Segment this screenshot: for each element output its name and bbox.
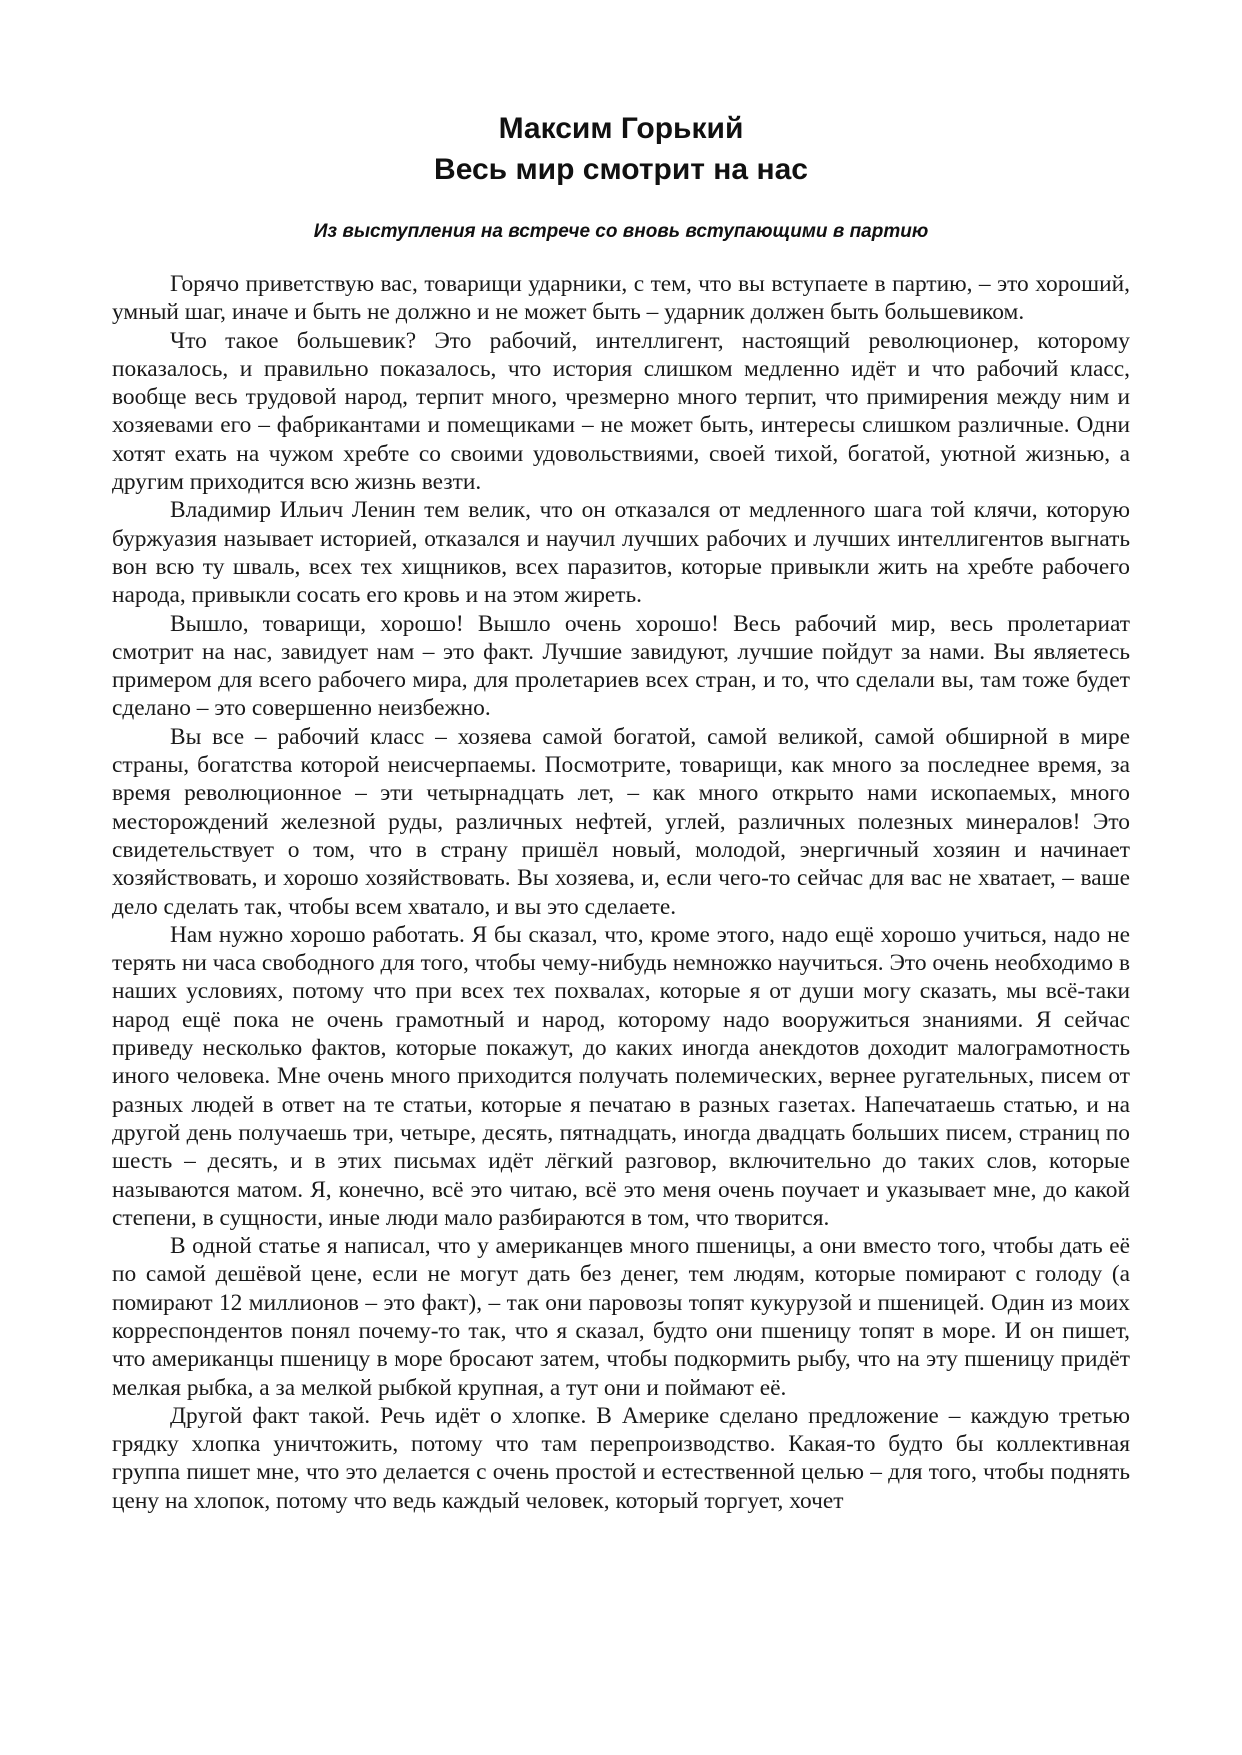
paragraph: Вы все – рабочий класс – хозяева самой богатой, самой великой, самой обширной в мире страны, богатства которой неисчерпаемы. Посмотрите, товарищи, как много за последнее время, за время революционное – эти четырнадцать лет, – как много открыто нами ископаемых, много месторождений железной руды, различных нефтей, углей, различных полезных минералов! Это свидетельствует о том, что в страну пришёл новый, молодой, энергичный хозяин и начинает хозяйствовать, и хорошо хозяйствовать. Вы хозяева, и, если чего-то сейчас для вас не хватает, – ваше дело сделать так, чтобы всем хватало, и вы это сделаете. xyxy=(112,723,1130,920)
document-page xyxy=(112,108,1130,1515)
paragraph: Нам нужно хорошо работать. Я бы сказал, что, кроме этого, надо ещё хорошо учиться, надо не терять ни часа свободного для того, чтобы чему-нибудь немножко научиться. Это очень необходимо в наших условиях, потому что при всех тех похвалах, которые я от души могу сказать, мы всё-таки народ ещё пока не очень грамотный и народ, которому надо вооружиться знаниями. Я сейчас приведу несколько фактов, которые покажут, до каких иногда анекдотов доходит малограмотность иного человека. Мне очень много приходится получать полемических, вернее ругательных, писем от разных людей в ответ на те статьи, которые я печатаю в разных газетах. Напечатаешь статью, и на другой день получаешь три, четыре, десять, пятнадцать, иногда двадцать больших писем, страниц по шесть – десять, и в этих письмах идёт лёгкий разговор, включительно до таких слов, которые называются матом. Я, конечно, всё это читаю, всё это меня очень поучает и указывает мне, до какой степени, в сущности, иные люди мало разбираются в том, что творится. xyxy=(112,921,1130,1231)
author-name: Максим Горький xyxy=(498,112,744,145)
paragraph: Горячо приветствую вас, товарищи ударники, с тем, что вы вступаете в партию, – это хороший, умный шаг, иначе и быть не должно и не может быть – ударник должен быть большевиком. xyxy=(112,271,1130,326)
document-title: Весь мир смотрит на нас xyxy=(434,153,808,186)
paragraph: В одной статье я написал, что у американцев много пшеницы, а они вместо того, чтобы дать её по самой дешёвой цене, если не могут дать без денег, тем людям, которые помирают с голоду (а помирают 12 миллионов – это факт), – так они паровозы топят кукурузой и пшеницей. Один из моих корреспондентов понял почему-то так, что я сказал, будто они пшеницу топят в море. И он пишет, что американцы пшеницу в море бросают затем, чтобы подкормить рыбу, что на эту пшеницу придёт мелкая рыбка, а за мелкой рыбкой крупная, а тут они и поймают её. xyxy=(112,1233,1130,1401)
document-subtitle: Из выступления на встрече со вновь вступающими в партию xyxy=(313,221,929,242)
document-body xyxy=(112,270,1130,1515)
paragraph: Другой факт такой. Речь идёт о хлопке. В Америке сделано предложение – каждую третью грядку хлопка уничтожить, потому что там перепроизводство. Какая-то будто бы коллективная группа пишет мне, что это делается с очень простой и естественной целью – для того, чтобы поднять цену на хлопок, потому что ведь каждый человек, который торгует, хочет xyxy=(112,1402,1130,1514)
paragraph: Что такое большевик? Это рабочий, интеллигент, настоящий революционер, которому показалось, и правильно показалось, что история слишком медленно идёт и что рабочий класс, вообще весь трудовой народ, терпит много, чрезмерно много терпит, что примирения между ним и хозяевами его – фабрикантами и помещиками – не может быть, интересы слишком различные. Одни хотят ехать на чужом хребте со своими удовольствиями, своей тихой, богатой, уютной жизнью, а другим приходится всю жизнь везти. xyxy=(112,327,1130,496)
paragraph: Владимир Ильич Ленин тем велик, что он отказался от медленного шага той клячи, которую буржуазия называет историей, отказался и научил лучших рабочих и лучших интеллигентов выгнать вон всю ту шваль, всех тех хищников, всех паразитов, которые привыкли жить на хребте рабочего народа, привыкли сосать его кровь и на этом жиреть. xyxy=(112,497,1130,609)
paragraph: Вышло, товарищи, хорошо! Вышло очень хорошо! Весь рабочий мир, весь пролетариат смотрит на нас, завидует нам – это факт. Лучшие завидуют, лучшие пойдут за нами. Вы являетесь примером для всего рабочего мира, для пролетариев всех стран, и то, что сделали вы, там тоже будет сделано – это совершенно неизбежно. xyxy=(112,610,1130,722)
